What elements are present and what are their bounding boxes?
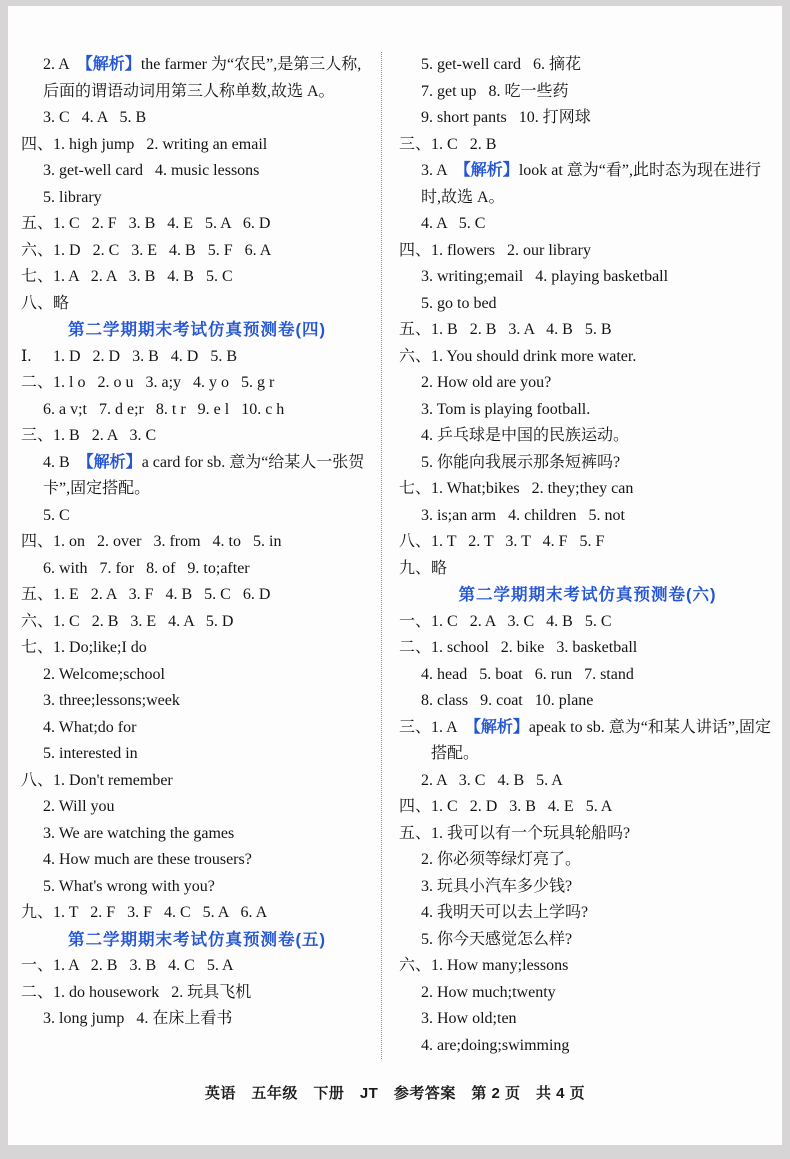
page-content [8,6,782,1059]
answer-line [399,291,776,318]
answer-segment: 5. What's wrong with you? [43,877,215,895]
answer-segment: 略 [53,294,70,312]
answer-text [43,821,373,848]
answer-text [53,423,373,450]
answer-text [421,980,776,1007]
section-marker: 四、 [21,533,54,550]
answer-line [21,397,373,424]
answer-segment: 8. class 9. coat 10. plane [421,692,594,709]
answer-text [53,370,373,397]
section-marker: 五、 [21,586,54,603]
answer-text [431,953,776,980]
answer-key-page [8,6,782,1145]
answer-segment: 4. head 5. boat 6. run 7. stand [421,665,634,683]
answer-text [53,264,373,291]
answer-text [431,132,776,159]
answer-segment: look at 意为“看”,此时态为现在进行时,故选 A。 [421,162,762,206]
answer-text [421,688,776,715]
answer-line [21,264,373,291]
answer-line [399,688,776,715]
answer-segment: 4. 我明天可以去上学吗? [421,904,589,921]
answer-text [43,662,373,689]
section-marker: 一、 [399,612,432,630]
section-marker: 七、 [21,268,54,285]
answer-segment: 1. C 2. F 3. B 4. E 5. A 6. D [53,215,271,232]
answer-text [43,1006,373,1033]
answer-segment: 3. writing;email 4. playing basketball [421,268,669,285]
answer-segment: 1. You should drink more water. [431,347,637,365]
answer-segment: 6. a v;t 7. d e;r 8. t r 9. e l 10. c h [43,400,285,418]
answer-line [399,635,776,662]
answer-text [53,768,373,795]
answer-text [421,79,776,106]
section-marker: 六、 [399,347,432,365]
answer-text [431,635,776,662]
section-marker: 二、 [21,374,54,391]
answer-line [399,953,776,980]
answer-line [21,662,373,689]
answer-line [399,980,776,1007]
answer-segment: 4. B [43,453,78,471]
answer-segment: 3. get-well card 4. music lessons [43,162,260,179]
section-marker: 三、 [399,135,432,153]
answer-text [53,953,373,980]
answer-segment: 4. are;doing;swimming [421,1036,570,1054]
answer-line [399,476,776,503]
answer-line [21,370,373,397]
section-marker: 四、 [21,135,54,153]
answer-text [421,158,776,211]
answer-line [399,609,776,636]
section-header: 第二学期期末考试仿真预测卷(四) [68,321,326,339]
answer-line [21,715,373,742]
answer-segment: 3. C 4. A 5. B [43,109,147,126]
answer-line [21,794,373,821]
section-marker: 四、 [399,241,432,259]
answer-line [399,344,776,371]
answer-segment: 1. do housework 2. 玩具飞机 [53,983,252,1001]
answer-line [21,821,373,848]
answer-segment: 5. library [43,188,102,206]
answer-text [421,503,776,530]
answer-segment: 1. A 2. B 3. B 4. C 5. A [53,957,234,974]
answer-segment: 3. A [421,162,455,179]
answer-line [21,211,373,238]
answer-text [43,503,373,530]
answer-text [431,238,776,265]
section-header: 第二学期期末考试仿真预测卷(五) [68,930,326,949]
answer-text [421,211,776,238]
answer-text [421,1033,776,1060]
analysis-label: 【解析】 [76,56,141,73]
answer-text [421,874,776,901]
answer-text [431,529,776,556]
section-marker: 五、 [399,824,432,842]
analysis-label: 【解析】 [77,453,142,471]
answer-line [399,715,776,768]
answer-segment: 6. with 7. for 8. of 9. to;after [43,559,250,577]
answer-line [21,238,373,265]
answer-line [21,423,373,450]
answer-line [399,847,776,874]
answer-segment: 4. 乒乓球是中国的民族运动。 [421,427,630,444]
answer-segment: 1. C 2. D 3. B 4. E 5. A [431,798,613,815]
answer-segment: 2. A 3. C 4. B 5. A [421,771,563,789]
answer-segment: 略 [431,559,448,577]
section-marker: 九、 [399,559,432,577]
answer-line [21,529,373,556]
answer-segment: 5. 你能向我展示那条短裤吗? [421,453,621,471]
section-marker: Ⅰ. [21,347,32,365]
answer-text [53,582,373,609]
answer-segment: 2. Welcome;school [43,665,165,683]
analysis-label: 【解析】 [464,718,529,736]
answer-line [399,317,776,344]
answer-text [53,132,373,159]
answer-text [421,105,776,132]
answer-text [53,609,373,636]
answer-line [21,132,373,159]
answer-segment: 1. high jump 2. writing an email [53,135,268,153]
answer-line [399,52,776,79]
section-marker: 二、 [399,639,432,656]
answer-text [43,741,373,768]
section-marker: 一、 [21,957,54,974]
answer-line [21,344,373,371]
answer-text [43,397,373,424]
answer-segment: 1. E 2. A 3. F 4. B 5. C 6. D [53,586,271,603]
answer-segment: 1. Don't remember [53,771,173,789]
answer-segment: 1. B 2. B 3. A 4. B 5. B [431,321,612,338]
answer-text [421,370,776,397]
answer-line [399,450,776,477]
answer-text [421,847,776,874]
answer-segment: 5. C [43,506,70,524]
section-marker: 六、 [399,957,432,974]
answer-segment: 1. A 2. A 3. B 4. B 5. C [53,268,233,285]
section-marker: 八、 [21,771,54,789]
answer-line [399,874,776,901]
answer-text [421,768,776,795]
section-marker: 五、 [399,321,432,338]
answer-text [421,52,776,79]
answer-text [53,529,373,556]
answer-segment: 2. A [43,56,77,73]
answer-segment: 3. We are watching the games [43,824,235,842]
answer-text [431,821,776,848]
answer-segment: 1. flowers 2. our library [431,241,591,259]
section-marker: 六、 [21,241,54,259]
answer-text [421,423,776,450]
answer-text [43,874,373,901]
answer-segment: 7. get up 8. 吃一些药 [421,82,569,100]
answer-text [421,900,776,927]
answer-segment: 1. on 2. over 3. from 4. to 5. in [53,533,282,550]
answer-segment: 3. Tom is playing football. [421,400,591,418]
section-marker: 八、 [21,294,54,312]
answer-segment: 2. How much;twenty [421,983,556,1001]
answer-line [21,609,373,636]
answer-text [431,344,776,371]
answer-segment: 4. How much are these trousers? [43,851,252,868]
answer-text [53,344,373,371]
answer-segment: 2. How old are you? [421,374,552,391]
answer-segment: 1. B 2. A 3. C [53,427,157,444]
answer-text [43,185,373,212]
answer-text [421,397,776,424]
answer-segment: 4. What;do for [43,718,137,736]
answer-line [21,953,373,980]
answer-segment: 5. go to bed [421,294,497,312]
section-marker: 四、 [399,798,432,815]
section-header: 第二学期期末考试仿真预测卷(六) [458,586,717,604]
answer-line [21,291,373,318]
answer-segment: 1. C 2. A 3. C 4. B 5. C [431,612,612,630]
answer-line [399,132,776,159]
answer-line [399,105,776,132]
answer-line [399,238,776,265]
right-column [382,52,776,1059]
answer-segment: 9. short pants 10. 打网球 [421,109,591,126]
answer-segment: 5. 你今天感觉怎么样? [421,930,573,948]
answer-text [421,291,776,318]
answer-text [53,211,373,238]
answer-line [399,158,776,211]
answer-text [43,688,373,715]
answer-line [21,52,373,105]
answer-segment: 3. How old;ten [421,1010,517,1027]
answer-segment: 1. C 2. B 3. E 4. A 5. D [53,612,234,630]
answer-segment: 1. How many;lessons [431,957,569,974]
section-marker: 七、 [399,480,432,497]
answer-segment: 1. T 2. F 3. F 4. C 5. A 6. A [53,904,268,921]
answer-line [21,741,373,768]
answer-segment: 1. D 2. D 3. B 4. D 5. B [53,347,238,365]
answer-segment: 1. D 2. C 3. E 4. B 5. F 6. A [53,241,272,259]
answer-line [21,635,373,662]
answer-line [399,529,776,556]
answer-line [21,503,373,530]
answer-line [399,423,776,450]
answer-line [399,768,776,795]
answer-line [399,370,776,397]
section-marker: 九、 [21,904,54,921]
answer-text [43,847,373,874]
answer-text [43,158,373,185]
answer-segment: the farmer 为“农民”,是第三人称,后面的谓语动词用第三人称单数,故选 A。 [43,56,362,100]
answer-line [21,582,373,609]
answer-text [43,556,373,583]
answer-text [421,1006,776,1033]
answer-text [53,635,373,662]
section-marker: 七、 [21,639,54,656]
answer-text [43,52,373,105]
answer-line [399,1033,776,1060]
answer-line [21,105,373,132]
answer-segment: 2. 你必须等绿灯亮了。 [421,851,582,868]
answer-line [21,900,373,927]
answer-text [43,794,373,821]
answer-text [53,900,373,927]
answer-text [43,105,373,132]
answer-segment: 3. three;lessons;week [43,692,180,709]
section-marker: 二、 [21,983,54,1001]
section-marker: 三、 [21,427,54,444]
answer-segment: 1. 我可以有一个玩具轮船吗? [431,824,631,842]
answer-line [399,264,776,291]
answer-line [21,158,373,185]
answer-segment: 1. What;bikes 2. they;they can [431,480,634,497]
answer-segment: 3. 玩具小汽车多少钱? [421,877,573,895]
answer-line [21,847,373,874]
answer-segment: 1. A [431,718,465,736]
answer-text [43,715,373,742]
answer-line [399,556,776,583]
answer-text [431,794,776,821]
answer-segment: apeak to sb. 意为“和某人讲话”,固定搭配。 [431,718,772,762]
section-marker: 六、 [21,612,54,630]
section-marker: 五、 [21,215,54,232]
answer-line [21,450,373,503]
answer-line [21,874,373,901]
answer-text [53,238,373,265]
answer-segment: 4. A 5. C [421,215,486,232]
answer-text [431,476,776,503]
answer-segment: 3. is;an arm 4. children 5. not [421,506,625,524]
answer-line [399,821,776,848]
answer-line [399,794,776,821]
answer-line [399,662,776,689]
answer-text [431,609,776,636]
answer-line [21,185,373,212]
answer-text [431,556,776,583]
answer-segment: 5. get-well card 6. 摘花 [421,56,581,73]
left-column [21,52,381,1059]
answer-segment: 1. l o 2. o u 3. a;y 4. y o 5. g r [53,374,275,391]
answer-line [399,927,776,954]
answer-text [421,662,776,689]
answer-text [431,317,776,344]
answer-line [399,503,776,530]
answer-line [21,768,373,795]
answer-text [421,927,776,954]
answer-segment: 1. C 2. B [431,135,497,153]
answer-text [431,715,776,768]
analysis-label: 【解析】 [454,162,519,179]
answer-line [21,980,373,1007]
section-marker: 八、 [399,533,432,550]
answer-segment: 5. interested in [43,745,138,762]
answer-text [421,264,776,291]
answer-segment: a card for sb. 意为“给某人一张贺卡”,固定搭配。 [43,453,365,497]
answer-segment: 1. Do;like;I do [53,639,147,656]
answer-segment: 3. long jump 4. 在床上看书 [43,1010,233,1027]
answer-segment: 1. school 2. bike 3. basketball [431,639,638,656]
answer-line [399,900,776,927]
answer-line [399,397,776,424]
answer-line [21,556,373,583]
answer-segment: 1. T 2. T 3. T 4. F 5. F [431,533,605,550]
answer-line [399,79,776,106]
answer-segment: 2. Will you [43,798,115,815]
answer-text [43,450,373,503]
answer-line [21,1006,373,1033]
answer-text [53,291,373,318]
section-marker: 三、 [399,718,432,736]
answer-line [399,1006,776,1033]
answer-text [53,980,373,1007]
answer-line [21,688,373,715]
answer-text [421,450,776,477]
answer-line [399,211,776,238]
page-footer: 英语 五年级 下册 JT 参考答案 第 2 页 共 4 页 [204,1085,586,1102]
